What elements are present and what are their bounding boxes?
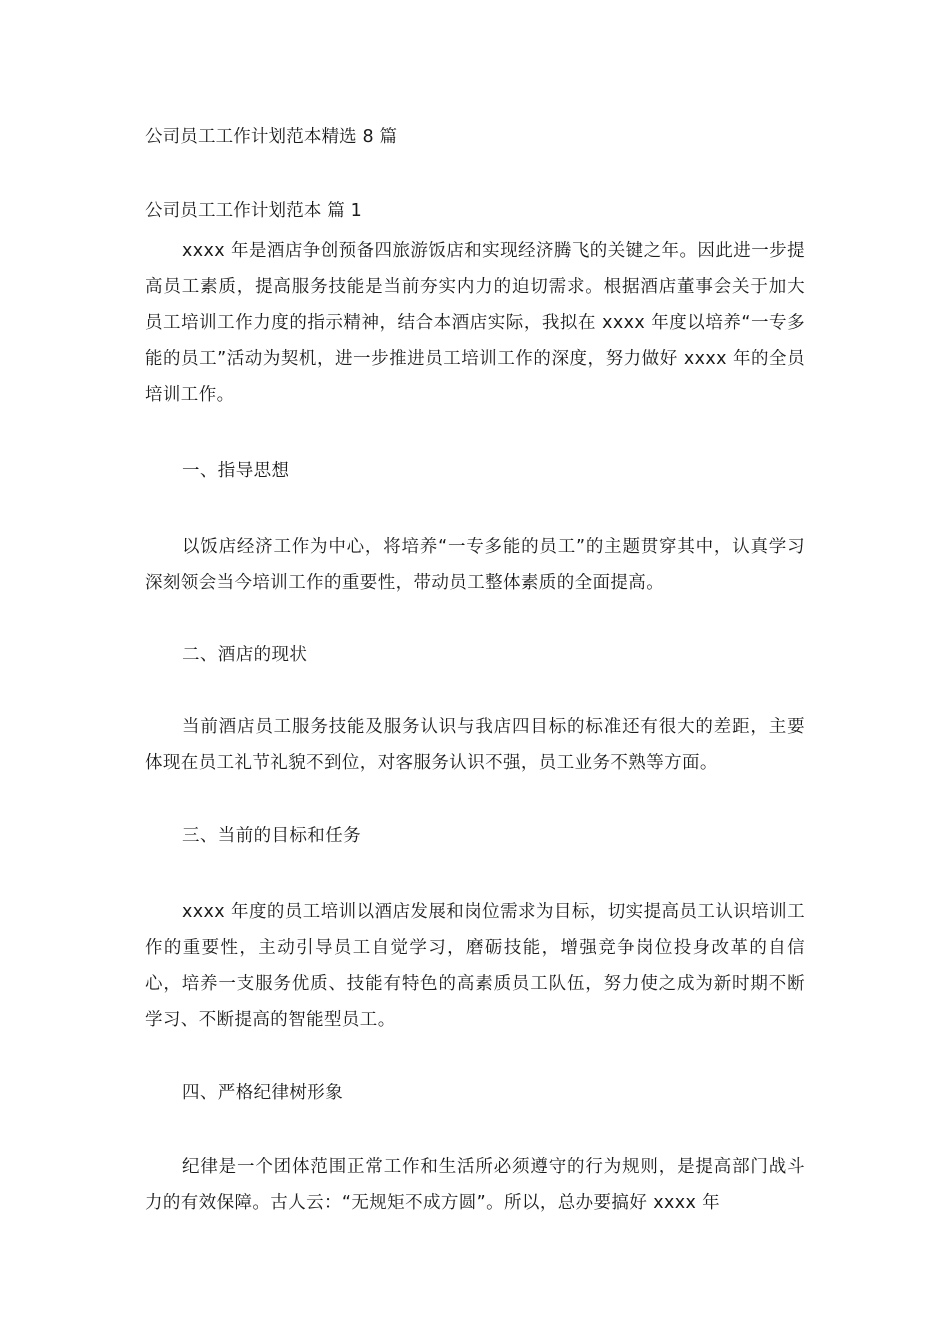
intro-paragraph: xxxx 年是酒店争创预备四旅游饭店和实现经济腾飞的关键之年。因此进一步提高员工素质，提高服务技能是当前夯实内力的迫切需求。根据酒店董事会关于加大员工培训工作力度的指示精神，结合本酒店实际，我拟在 xxxx 年度以培养“一专多能的员工”活动为契机，进一步推进员工培训工作的深度，努力做好 xxxx 年的全员培训工作。 — [145, 241, 805, 405]
section-body-3: xxxx 年度的员工培训以酒店发展和岗位需求为目标，切实提高员工认识培训工作的重要性，主动引导员工自觉学习，磨砺技能，增强竞争岗位投身改革的自信心，培养一支服务优质、技能有特色的高素质员工队伍，努力使之成为新时期不断学习、不断提高的智能型员工。 — [145, 902, 805, 1030]
section-body-1: 以饭店经济工作为中心，将培养“一专多能的员工”的主题贯穿其中，认真学习深刻领会当今培训工作的重要性，带动员工整体素质的全面提高。 — [145, 537, 805, 593]
document-title: 公司员工工作计划范本精选 8 篇 — [145, 127, 398, 147]
section-heading-1: 一、指导思想 — [182, 461, 290, 481]
section-heading-2: 二、酒店的现状 — [182, 645, 308, 665]
section-title: 公司员工工作计划范本 篇 1 — [145, 201, 362, 221]
section-body-4: 纪律是一个团体范围正常工作和生活所必须遵守的行为规则，是提高部门战斗力的有效保障。古人云：“无规矩不成方圆”。所以，总办要搞好 xxxx 年 — [145, 1157, 805, 1213]
section-heading-3: 三、当前的目标和任务 — [182, 826, 361, 846]
section-heading-4: 四、严格纪律树形象 — [182, 1083, 344, 1103]
section-body-2: 当前酒店员工服务技能及服务认识与我店四目标的标准还有很大的差距，主要体现在员工礼节礼貌不到位，对客服务认识不强，员工业务不熟等方面。 — [145, 717, 805, 773]
